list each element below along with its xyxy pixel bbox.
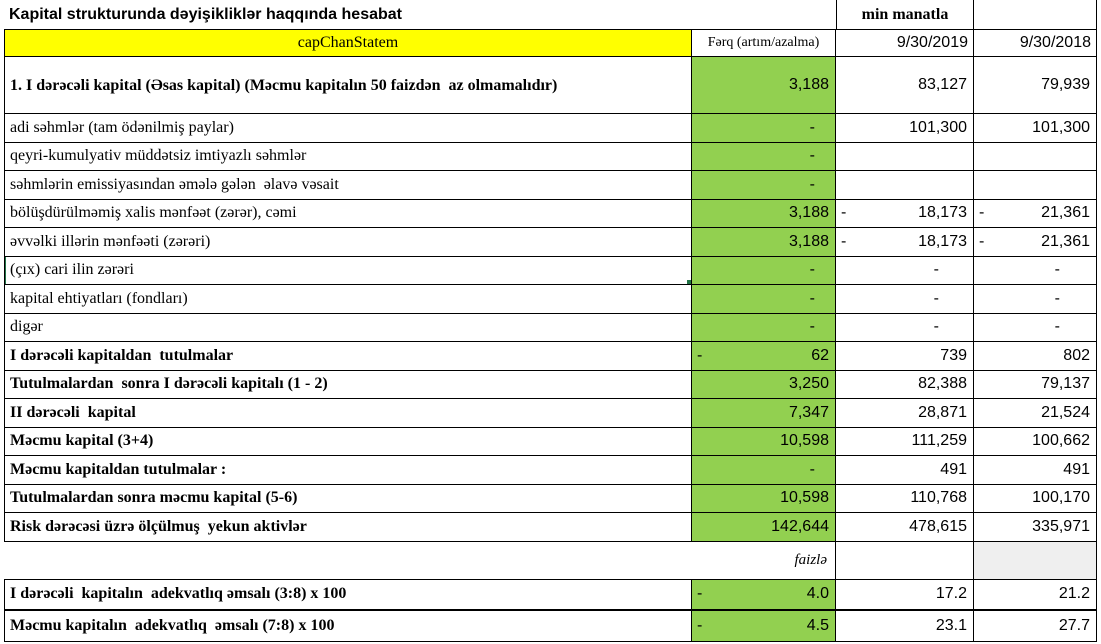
cell-value: 23.1 <box>935 616 967 634</box>
value-2019-cell[interactable] <box>836 610 974 642</box>
cell-value: 3,188 <box>788 76 829 93</box>
row-label: Tutulmalardan sonra məcmu kapital (5-6) <box>10 489 298 507</box>
value-2018-cell[interactable] <box>974 114 1097 143</box>
header-row <box>4 29 1097 57</box>
row-label-cell[interactable] <box>4 57 692 114</box>
value-2019-cell[interactable] <box>836 257 974 286</box>
empty-cell[interactable] <box>692 0 836 29</box>
table-body <box>4 57 1097 542</box>
value-2018-cell[interactable] <box>974 399 1097 428</box>
value-2019-cell[interactable] <box>836 342 974 371</box>
cell-value: 111,259 <box>911 432 967 450</box>
date-2018-header[interactable] <box>974 29 1097 57</box>
value-2019-cell[interactable] <box>836 143 974 172</box>
row-label-cell[interactable] <box>4 228 692 257</box>
table-row <box>4 171 1097 200</box>
empty-cell[interactable] <box>4 542 692 579</box>
diff-cell[interactable] <box>692 428 836 457</box>
date-2018-label: 9/30/2018 <box>1019 34 1091 51</box>
negative-sign: - <box>697 585 703 603</box>
cell-value: 4.0 <box>806 585 829 603</box>
cell-value: - <box>809 460 815 478</box>
page-title: Kapital strukturunda dəyişikliklər haqqında hesabat <box>9 5 402 23</box>
table-row <box>4 399 1097 428</box>
value-2019-cell[interactable] <box>836 513 974 542</box>
date-2019-header[interactable] <box>836 29 974 57</box>
spreadsheet <box>4 0 1097 642</box>
table-row <box>4 57 1097 114</box>
diff-cell[interactable] <box>692 485 836 514</box>
value-2018-cell[interactable] <box>974 314 1097 343</box>
title-row <box>4 0 1097 29</box>
diff-cell[interactable] <box>692 57 836 114</box>
cell-value: 491 <box>940 460 967 478</box>
cell-value: 100,170 <box>1032 489 1090 507</box>
value-2018-cell[interactable] <box>974 428 1097 457</box>
value-2019-cell[interactable] <box>836 371 974 400</box>
cell-value: - <box>809 289 815 307</box>
value-2019-cell[interactable] <box>836 399 974 428</box>
negative-sign: - <box>697 616 703 634</box>
value-2018-cell[interactable] <box>974 513 1097 542</box>
cell-value: 79,939 <box>1041 76 1090 93</box>
diff-cell[interactable] <box>692 579 836 611</box>
value-2019-cell[interactable] <box>836 485 974 514</box>
value-2019-cell[interactable] <box>836 114 974 143</box>
table-row <box>4 513 1097 542</box>
row-label: II dərəcəli kapital <box>10 403 136 421</box>
row-label-cell[interactable] <box>4 399 692 428</box>
row-label-cell[interactable] <box>4 342 692 371</box>
cell-value: 739 <box>940 346 967 364</box>
row-label: bölüşdürülməmiş xalis mənfəət (zərər), cəmi <box>10 204 297 222</box>
percent-table-body <box>4 579 1097 642</box>
cell-value: 110,768 <box>910 489 967 507</box>
row-label: I dərəcəli kapitaldan tutulmalar <box>10 346 234 364</box>
row-label: digər <box>10 318 43 336</box>
cell-value: - <box>809 147 815 165</box>
row-label-cell[interactable] <box>4 513 692 542</box>
percent-divider-row <box>4 542 1097 579</box>
cell-value: 3,188 <box>788 204 829 222</box>
diff-cell[interactable] <box>692 257 836 286</box>
value-2019-cell[interactable] <box>836 200 974 229</box>
cell-value: - <box>1054 261 1060 279</box>
value-2018-cell[interactable] <box>974 171 1097 200</box>
cell-value: 27.7 <box>1058 616 1090 634</box>
value-2019-cell[interactable] <box>836 285 974 314</box>
percent-units-label: faizlə <box>794 551 827 568</box>
cell-value: 3,250 <box>788 375 829 393</box>
cell-value: 10,598 <box>780 489 829 507</box>
cell-value: - <box>933 261 939 279</box>
value-2018-cell[interactable] <box>974 610 1097 642</box>
diff-column-header[interactable] <box>692 29 836 57</box>
cell-value: 100,662 <box>1032 432 1090 450</box>
value-2019-cell[interactable] <box>836 428 974 457</box>
table-row <box>4 610 1097 642</box>
value-2019-cell[interactable] <box>836 456 974 485</box>
sheet-name-label: capChanStatem <box>297 34 399 51</box>
table-row <box>4 314 1097 343</box>
table-row <box>4 371 1097 400</box>
value-2018-cell[interactable] <box>974 485 1097 514</box>
cell-value: 18,173 <box>918 232 967 250</box>
value-2018-cell[interactable] <box>974 342 1097 371</box>
table-row <box>4 143 1097 172</box>
cell-value: 10,598 <box>780 432 829 450</box>
value-2018-cell[interactable] <box>974 371 1097 400</box>
table-row <box>4 257 1097 286</box>
table-row <box>4 485 1097 514</box>
units-cell[interactable] <box>836 0 974 29</box>
row-label-cell[interactable] <box>4 314 692 343</box>
units-label: min manatla <box>861 5 949 23</box>
row-label-cell[interactable] <box>4 257 692 286</box>
table-row <box>4 579 1097 611</box>
row-label: Məcmu kapitaldan tutulmalar : <box>10 460 227 478</box>
report-title-cell[interactable] <box>4 0 692 29</box>
diff-cell[interactable] <box>692 371 836 400</box>
row-label: 1. I dərəcəli kapital (Əsas kapital) (Məcmu kapitalın 50 faizdən az olmamalıdır) <box>10 76 558 94</box>
table-row <box>4 428 1097 457</box>
cell-value: 802 <box>1063 346 1090 364</box>
value-2019-cell[interactable] <box>836 314 974 343</box>
cell-value: 101,300 <box>1032 118 1090 136</box>
row-label: (çıx) cari ilin zərəri <box>10 261 134 279</box>
cell-value: 4.5 <box>806 616 829 634</box>
cell-value: - <box>809 118 815 136</box>
cell-value: 62 <box>811 346 829 364</box>
cell-value: 79,137 <box>1041 375 1090 393</box>
value-2018-cell[interactable] <box>974 57 1097 114</box>
negative-sign: - <box>697 346 703 364</box>
diff-cell[interactable] <box>692 456 836 485</box>
percent-units-cell[interactable] <box>692 542 836 579</box>
cell-value: 21,524 <box>1041 403 1090 421</box>
diff-cell[interactable] <box>692 314 836 343</box>
value-2018-cell[interactable] <box>974 200 1097 229</box>
date-2019-label: 9/30/2019 <box>896 34 968 51</box>
cell-value: 101,300 <box>909 118 967 136</box>
row-label: Tutulmalardan sonra I dərəcəli kapitalı (1 - 2) <box>10 375 328 393</box>
row-label-cell[interactable] <box>4 171 692 200</box>
empty-cell[interactable] <box>836 542 974 579</box>
row-label-cell[interactable] <box>4 114 692 143</box>
cell-value: 28,871 <box>918 403 967 421</box>
value-2019-cell[interactable] <box>836 57 974 114</box>
diff-cell[interactable] <box>692 143 836 172</box>
value-2018-cell[interactable] <box>974 257 1097 286</box>
row-label-cell[interactable] <box>4 371 692 400</box>
row-label: səhmlərin emissiyasından əmələ gələn əlavə vəsait <box>10 175 339 193</box>
negative-sign: - <box>979 232 985 250</box>
value-2019-cell[interactable] <box>836 171 974 200</box>
row-label: Məcmu kapitalın adekvatlıq əmsalı (7:8) x 100 <box>10 616 335 634</box>
negative-sign: - <box>979 204 985 222</box>
value-2018-cell[interactable] <box>974 285 1097 314</box>
cell-value: - <box>809 318 815 336</box>
cell-value: - <box>933 318 939 336</box>
cell-value: 3,188 <box>788 232 829 250</box>
value-2019-cell[interactable] <box>836 228 974 257</box>
row-label-cell[interactable] <box>4 428 692 457</box>
empty-cell[interactable] <box>974 0 1097 29</box>
row-label: qeyri-kumulyativ müddətsiz imtiyazlı səhmlər <box>10 147 307 165</box>
table-row <box>4 114 1097 143</box>
row-label-cell[interactable] <box>4 285 692 314</box>
diff-cell[interactable] <box>692 114 836 143</box>
cell-value: 21,361 <box>1041 232 1090 250</box>
row-label: kapital ehtiyatları (fondları) <box>10 289 188 307</box>
row-label-cell[interactable] <box>4 200 692 229</box>
row-label-cell[interactable] <box>4 485 692 514</box>
cell-value: 83,127 <box>918 76 967 93</box>
table-row <box>4 200 1097 229</box>
cell-value: 335,971 <box>1032 517 1090 535</box>
cell-value: 21,361 <box>1041 204 1090 222</box>
diff-cell[interactable] <box>692 513 836 542</box>
cell-value: 21.2 <box>1058 585 1090 603</box>
cell-value: - <box>1054 289 1060 307</box>
row-label: adi səhmlər (tam ödənilmiş paylar) <box>10 118 234 136</box>
row-label-cell[interactable] <box>4 456 692 485</box>
cell-value: - <box>1054 318 1060 336</box>
diff-cell[interactable] <box>692 171 836 200</box>
empty-cell[interactable] <box>974 542 1097 579</box>
cell-value: 491 <box>1063 460 1090 478</box>
negative-sign: - <box>841 232 847 250</box>
row-label-cell[interactable] <box>4 610 692 642</box>
value-2019-cell[interactable] <box>836 579 974 611</box>
diff-cell[interactable] <box>692 228 836 257</box>
diff-cell[interactable] <box>692 399 836 428</box>
sheet-name-cell[interactable] <box>4 29 692 57</box>
value-2018-cell[interactable] <box>974 228 1097 257</box>
table-row <box>4 285 1097 314</box>
cell-value: 142,644 <box>771 517 829 535</box>
value-2018-cell[interactable] <box>974 579 1097 611</box>
cell-value: 17.2 <box>935 585 967 603</box>
row-label-cell[interactable] <box>4 579 692 611</box>
diff-cell[interactable] <box>692 342 836 371</box>
cell-value: 82,388 <box>918 375 967 393</box>
negative-sign: - <box>841 204 847 222</box>
cell-value: 7,347 <box>788 403 829 421</box>
row-label-cell[interactable] <box>4 143 692 172</box>
row-label: əvvəlki illərin mənfəəti (zərəri) <box>10 232 211 250</box>
table-row <box>4 456 1097 485</box>
value-2018-cell[interactable] <box>974 143 1097 172</box>
cell-value: - <box>809 261 815 279</box>
table-row <box>4 342 1097 371</box>
cell-value: - <box>933 289 939 307</box>
value-2018-cell[interactable] <box>974 456 1097 485</box>
row-label: Risk dərəcəsi üzrə ölçülmuş yekun aktivlər <box>10 517 307 535</box>
diff-column-label: Fərq (artım/azalma) <box>707 35 820 50</box>
cell-value: 18,173 <box>918 204 967 222</box>
diff-cell[interactable] <box>692 285 836 314</box>
cell-value: - <box>809 175 815 193</box>
cell-value: 478,615 <box>909 517 967 535</box>
row-label: I dərəcəli kapitalın adekvatlıq əmsalı (3:8) x 100 <box>10 585 347 603</box>
diff-cell[interactable] <box>692 200 836 229</box>
diff-cell[interactable] <box>692 610 836 642</box>
table-row <box>4 228 1097 257</box>
row-label: Məcmu kapital (3+4) <box>10 432 154 450</box>
